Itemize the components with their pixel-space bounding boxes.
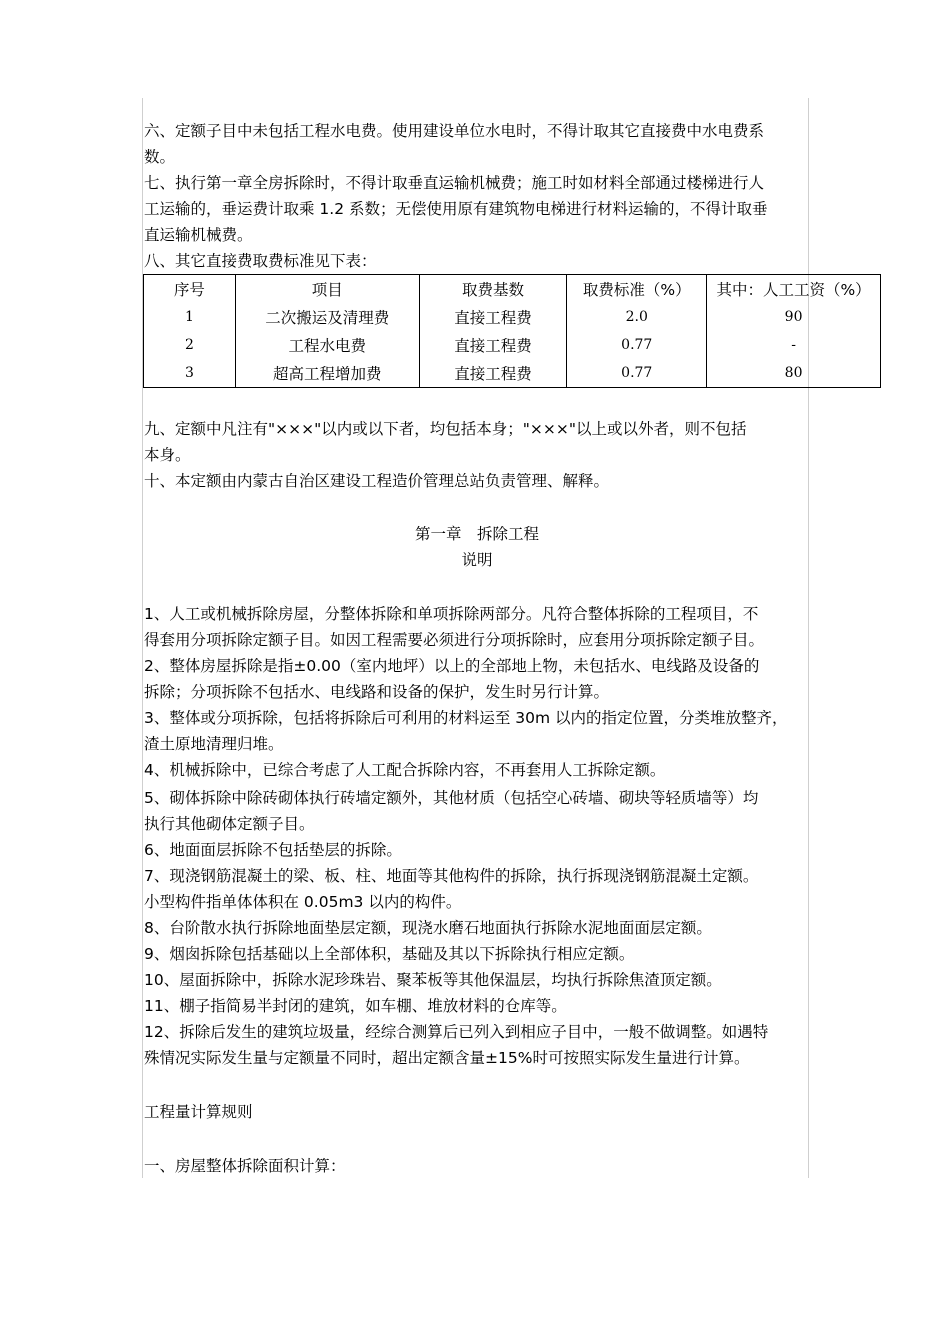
text-line: 九、定额中凡注有"×××"以内或以下者，均包括本身；"×××"以上或以外者，则不包括: [144, 420, 747, 438]
text-line: 12、拆除后发生的建筑垃圾量，经综合测算后已列入到相应子目中，一般不做调整。如遇特: [144, 1023, 769, 1041]
text-line: 2、整体房屋拆除是指±0.00（室内地坪）以上的全部地上物，未包括水、电线路及设备的: [144, 657, 760, 675]
text-line: 七、执行第一章全房拆除时，不得计取垂直运输机械费；施工时如材料全部通过楼梯进行人: [144, 174, 765, 192]
note-8: [144, 915, 810, 941]
cell-rate: 0.77: [567, 359, 707, 388]
note-12: [144, 1019, 810, 1071]
note-7: [144, 863, 810, 915]
cell-labor: 80: [707, 359, 881, 388]
text-line: 3、整体或分项拆除，包括将拆除后可利用的材料运至 30m 以内的指定位置，分类堆放整齐，: [144, 709, 788, 727]
header-labor: 其中：人工工资（%）: [707, 275, 881, 304]
left-margin-line: [142, 98, 143, 1178]
note-6: [144, 837, 810, 863]
cell-labor: 90: [707, 303, 881, 331]
text-line: 殊情况实际发生量与定额量不同时，超出定额含量±15%时可按照实际发生量进行计算。: [144, 1049, 750, 1067]
rules-heading: [144, 1099, 810, 1125]
text-line: 8、台阶散水执行拆除地面垫层定额，现浇水磨石地面执行拆除水泥地面面层定额。: [144, 919, 712, 937]
header-base: 取费基数: [419, 275, 567, 304]
paragraph-9: [144, 416, 810, 468]
paragraph-8: [144, 248, 810, 274]
cell-rate: 2.0: [567, 303, 707, 331]
header-index: 序号: [144, 275, 236, 304]
note-2: [144, 653, 810, 705]
chapter-subtitle: 说明: [461, 551, 493, 569]
paragraph-7: [144, 170, 810, 248]
text-line: 工运输的，垂运费计取乘 1.2 系数；无偿使用原有建筑物电梯进行材料运输的，不得计取垂: [144, 200, 768, 218]
text-line: 直运输机械费。: [144, 226, 253, 244]
cell-base: 直接工程费: [419, 359, 567, 388]
text-line: 拆除；分项拆除不包括水、电线路和设备的保护，发生时另行计算。: [144, 683, 610, 701]
text-line: 10、屋面拆除中，拆除水泥珍珠岩、聚苯板等其他保温层，均执行拆除焦渣顶定额。: [144, 971, 722, 989]
text-line: 六、定额子目中未包括工程水电费。使用建设单位水电时，不得计取其它直接费中水电费系: [144, 122, 765, 140]
note-9: [144, 941, 810, 967]
table-row: [144, 303, 881, 331]
header-item: 项目: [235, 275, 419, 304]
text-line: 11、棚子指简易半封闭的建筑，如车棚、堆放材料的仓库等。: [144, 997, 567, 1015]
text-line: 八、其它直接费取费标准见下表：: [144, 252, 377, 270]
cell-item: 二次搬运及清理费: [235, 303, 419, 331]
cell-item: 超高工程增加费: [235, 359, 419, 388]
text-line: 9、烟囱拆除包括基础以上全部体积，基础及其以下拆除执行相应定额。: [144, 945, 635, 963]
table-row: [144, 331, 881, 359]
text-line: 5、砌体拆除中除砖砌体执行砖墙定额外，其他材质（包括空心砖墙、砌块等轻质墙等）均: [144, 789, 759, 807]
header-rate: 取费标准（%）: [567, 275, 707, 304]
chapter-title: 第一章 拆除工程: [414, 525, 539, 543]
cell-rate: 0.77: [567, 331, 707, 359]
text-line: 一、房屋整体拆除面积计算：: [144, 1157, 346, 1175]
text-line: 4、机械拆除中，已综合考虑了人工配合拆除内容，不再套用人工拆除定额。: [144, 761, 666, 779]
note-4: [144, 757, 810, 783]
text-line: 执行其他砌体定额子目。: [144, 815, 315, 833]
fee-standard-table: [143, 274, 881, 388]
note-5: [144, 785, 810, 837]
note-10: [144, 967, 810, 993]
cell-labor: -: [707, 331, 881, 359]
cell-index: 1: [144, 303, 236, 331]
note-3: [144, 705, 810, 757]
note-1: [144, 601, 810, 653]
paragraph-6: [144, 118, 810, 170]
text-line: 7、现浇钢筋混凝土的梁、板、柱、地面等其他构件的拆除，执行拆现浇钢筋混凝土定额。: [144, 867, 759, 885]
text-line: 渣土原地清理归堆。: [144, 735, 284, 753]
table-row: [144, 359, 881, 388]
text-line: 数。: [144, 148, 176, 166]
cell-item: 工程水电费: [235, 331, 419, 359]
rules-item-1: [144, 1153, 810, 1179]
cell-base: 直接工程费: [419, 303, 567, 331]
text-line: 得套用分项拆除定额子目。如因工程需要必须进行分项拆除时，应套用分项拆除定额子目。: [144, 631, 765, 649]
text-line: 本身。: [144, 446, 191, 464]
table-header-row: [144, 275, 881, 304]
text-line: 小型构件指单体体积在 0.05m3 以内的构件。: [144, 893, 462, 911]
text-line: 十、本定额由内蒙古自治区建设工程造价管理总站负责管理、解释。: [144, 472, 610, 490]
text-line: 6、地面面层拆除不包括垫层的拆除。: [144, 841, 402, 859]
text-line: 工程量计算规则: [144, 1103, 253, 1121]
cell-index: 3: [144, 359, 236, 388]
cell-index: 2: [144, 331, 236, 359]
cell-base: 直接工程费: [419, 331, 567, 359]
paragraph-10: [144, 468, 810, 494]
note-11: [144, 993, 810, 1019]
text-line: 1、人工或机械拆除房屋，分整体拆除和单项拆除两部分。凡符合整体拆除的工程项目，不: [144, 605, 759, 623]
